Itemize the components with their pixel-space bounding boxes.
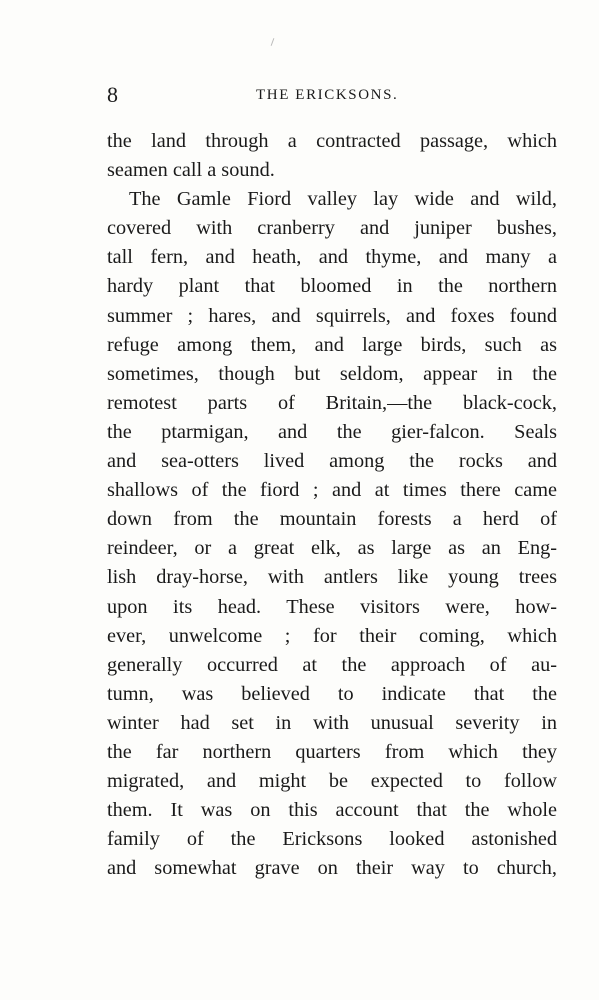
- text-line: down from the mountain forests a herd of: [107, 508, 557, 531]
- running-head: [107, 80, 557, 110]
- text-line: The Gamle Fiord valley lay wide and wild,: [129, 188, 557, 211]
- text-line: sometimes, though but seldom, appear in the: [107, 362, 557, 385]
- text-line: refuge among them, and large birds, such as: [107, 333, 557, 356]
- text-line: ever, unwelcome ; for their coming, which: [107, 624, 557, 647]
- text-line: the far northern quarters from which they: [107, 740, 557, 763]
- text-line: summer ; hares, and squirrels, and foxes found: [107, 304, 557, 327]
- text-line: tall fern, and heath, and thyme, and many a: [107, 246, 557, 269]
- text-line: upon its head. These visitors were, how-: [107, 595, 557, 618]
- text-line: them. It was on this account that the whole: [107, 799, 557, 822]
- text-line: and sea-otters lived among the rocks and: [107, 450, 557, 473]
- text-line: reindeer, or a great elk, as large as an Eng-: [107, 537, 557, 560]
- text-line: winter had set in with unusual severity in: [107, 711, 557, 734]
- text-line: and somewhat grave on their way to church,: [107, 857, 557, 880]
- text-line: migrated, and might be expected to follow: [107, 770, 557, 793]
- page-number: 8: [107, 82, 118, 107]
- text-line: hardy plant that bloomed in the northern: [107, 275, 557, 298]
- text-line: family of the Ericksons looked astonished: [107, 828, 557, 851]
- text-line: remotest parts of Britain,—the black-cock,: [107, 391, 557, 414]
- running-title: THE ERICKSONS.: [256, 87, 399, 103]
- body-text: [107, 127, 557, 883]
- paper-speck: [271, 38, 275, 46]
- text-line: tumn, was believed to indicate that the: [107, 682, 557, 705]
- text-line: shallows of the fiord ; and at times there came: [107, 479, 557, 502]
- text-line: generally occurred at the approach of au-: [107, 653, 557, 676]
- text-line: seamen call a sound.: [107, 159, 275, 182]
- text-line: the ptarmigan, and the gier-falcon. Seals: [107, 420, 557, 443]
- text-line: the land through a contracted passage, which: [107, 130, 557, 152]
- text-line: lish dray-horse, with antlers like young trees: [107, 566, 557, 589]
- text-line: covered with cranberry and juniper bushes,: [107, 217, 557, 240]
